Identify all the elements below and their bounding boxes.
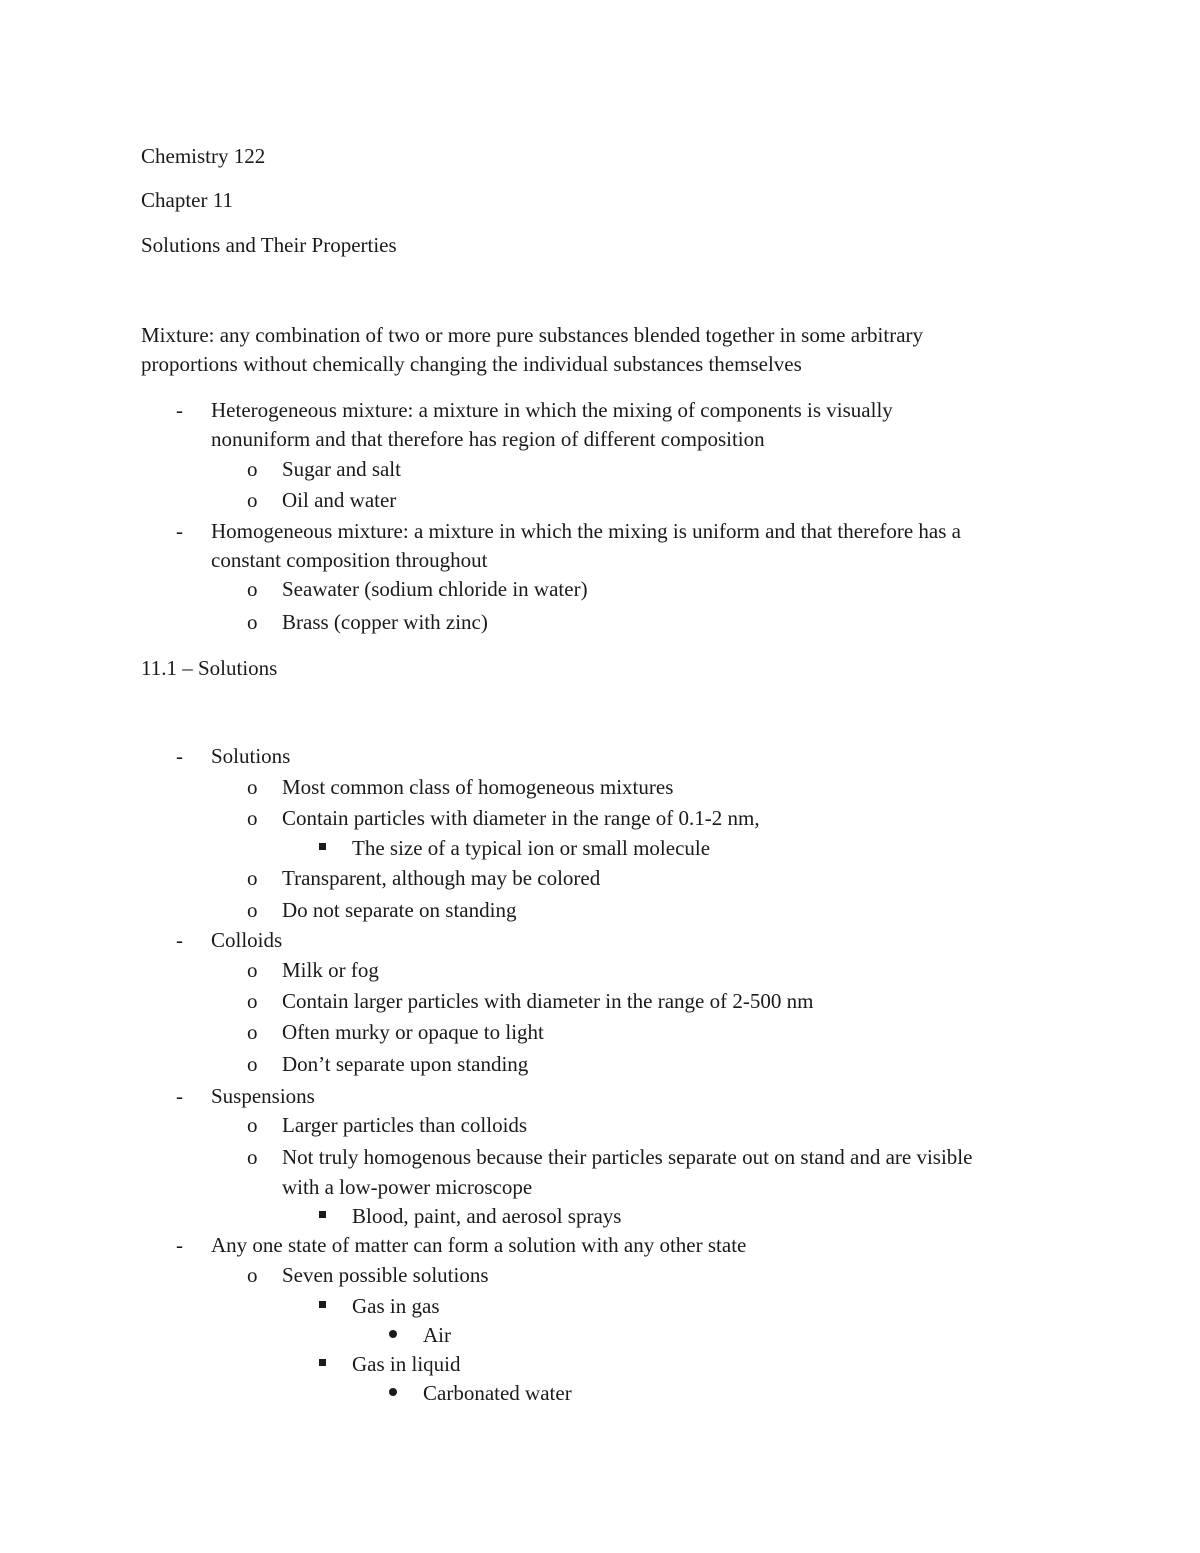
dash-bullet: - [176, 1233, 183, 1257]
list-item: Most common class of homogeneous mixtures [282, 775, 674, 799]
circle-bullet: o [247, 806, 258, 830]
dash-bullet: - [176, 519, 183, 543]
circle-bullet: o [247, 610, 258, 634]
list-item: The size of a typical ion or small molecule [352, 836, 711, 860]
circle-bullet: o [247, 1020, 258, 1044]
list-item: Gas in liquid [352, 1352, 461, 1376]
homogeneous-definition-line2: constant composition throughout [211, 548, 488, 572]
list-item: Transparent, although may be colored [282, 866, 601, 890]
suspensions-label: Suspensions [211, 1084, 315, 1108]
list-item: Sugar and salt [282, 457, 401, 481]
circle-bullet: o [247, 958, 258, 982]
states-label: Any one state of matter can form a solution with any other state [211, 1233, 747, 1257]
section-heading: 11.1 – Solutions [141, 656, 278, 680]
circle-bullet: o [247, 1263, 258, 1287]
circle-bullet: o [247, 577, 258, 601]
circle-bullet: o [247, 866, 258, 890]
circle-bullet: o [247, 989, 258, 1013]
mixture-definition-line2: proportions without chemically changing the individual substances themselves [141, 352, 802, 376]
circle-bullet: o [247, 1052, 258, 1076]
list-item: Don’t separate upon standing [282, 1052, 529, 1076]
list-item: Contain larger particles with diameter in the range of 2-500 nm [282, 989, 814, 1013]
course-title: Chemistry 122 [141, 144, 266, 168]
circle-bullet: o [247, 457, 258, 481]
list-item: Milk or fog [282, 958, 379, 982]
heterogeneous-definition-line2: nonuniform and that therefore has region of different composition [211, 427, 765, 451]
circle-bullet: o [247, 898, 258, 922]
list-item: Seawater (sodium chloride in water) [282, 577, 588, 601]
dash-bullet: - [176, 1084, 183, 1108]
solutions-label: Solutions [211, 744, 291, 768]
list-item: Not truly homogenous because their particles separate out on stand and are visible [282, 1145, 973, 1169]
square-bullet-icon [319, 843, 326, 850]
list-item: Do not separate on standing [282, 898, 517, 922]
dash-bullet: - [176, 744, 183, 768]
circle-bullet: o [247, 1113, 258, 1137]
list-item: Larger particles than colloids [282, 1113, 528, 1137]
colloids-label: Colloids [211, 928, 283, 952]
circle-bullet: o [247, 488, 258, 512]
dash-bullet: - [176, 928, 183, 952]
list-item: Oil and water [282, 488, 397, 512]
mixture-definition-line1: Mixture: any combination of two or more pure substances blended together in some arbitrary [141, 323, 924, 347]
list-item: Contain particles with diameter in the range of 0.1-2 nm, [282, 806, 760, 830]
circle-bullet: o [247, 1145, 258, 1169]
circle-bullet: o [247, 775, 258, 799]
chapter-label: Chapter 11 [141, 188, 233, 212]
square-bullet-icon [319, 1359, 326, 1366]
list-item-continuation: with a low-power microscope [282, 1175, 533, 1199]
list-item: Seven possible solutions [282, 1263, 489, 1287]
dash-bullet: - [176, 398, 183, 422]
square-bullet-icon [319, 1211, 326, 1218]
round-bullet-icon [389, 1330, 397, 1338]
square-bullet-icon [319, 1301, 326, 1308]
heterogeneous-definition-line1: Heterogeneous mixture: a mixture in which the mixing of components is visually [211, 398, 893, 422]
list-item: Brass (copper with zinc) [282, 610, 488, 634]
list-item: Often murky or opaque to light [282, 1020, 544, 1044]
round-bullet-icon [389, 1388, 397, 1396]
list-item: Blood, paint, and aerosol sprays [352, 1204, 622, 1228]
list-item: Carbonated water [423, 1381, 572, 1405]
list-item: Gas in gas [352, 1294, 440, 1318]
homogeneous-definition-line1: Homogeneous mixture: a mixture in which the mixing is uniform and that therefore has a [211, 519, 961, 543]
list-item: Air [423, 1323, 451, 1347]
document-title: Solutions and Their Properties [141, 233, 397, 257]
